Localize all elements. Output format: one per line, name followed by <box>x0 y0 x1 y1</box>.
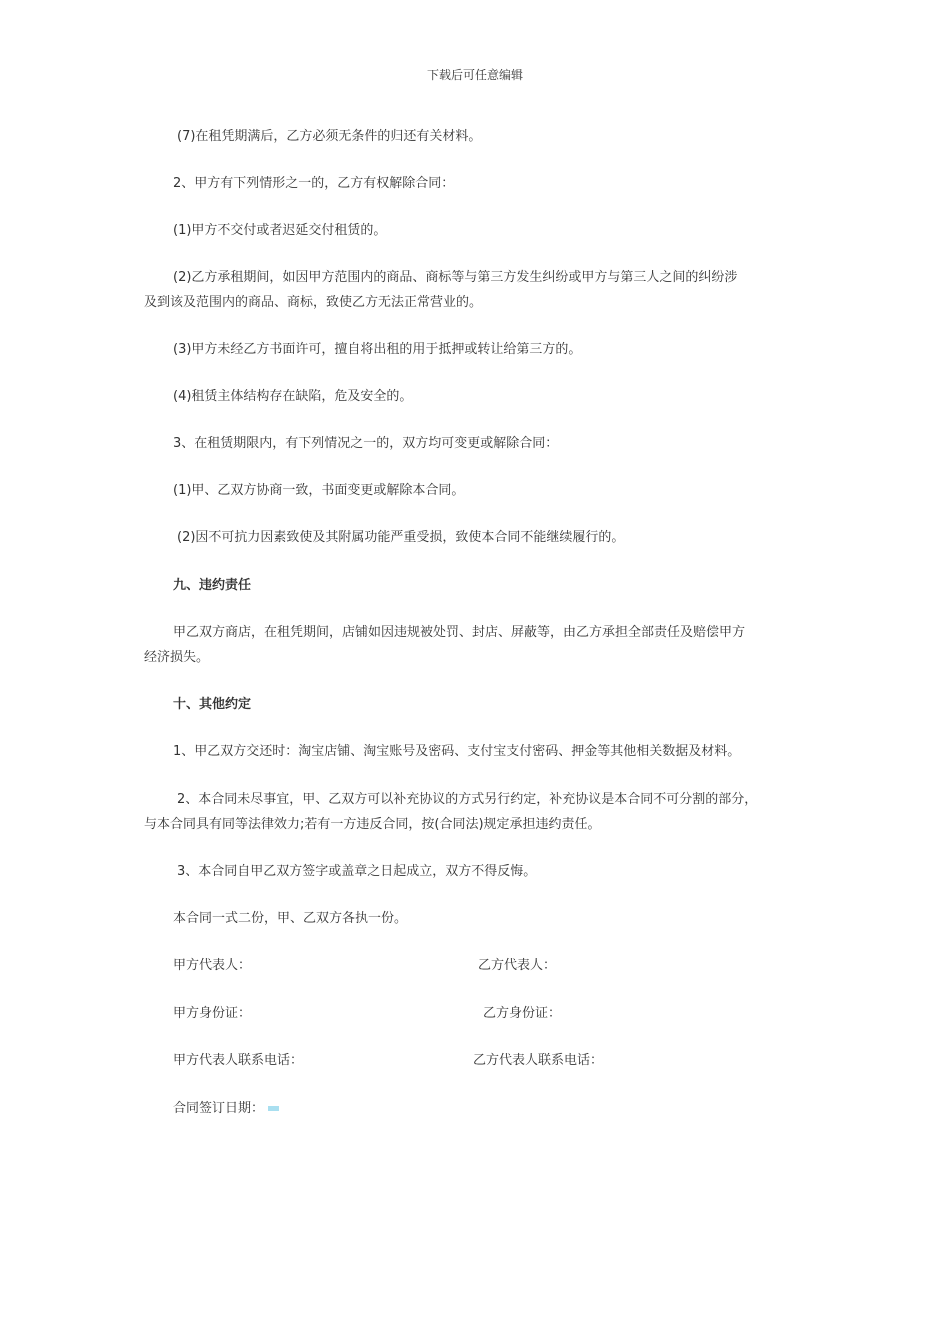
other-clause-2-line1: 2、本合同未尽事宜，甲、乙双方可以补充协议的方式另行约定，补充协议是本合同不可分割的部分， <box>177 792 758 807</box>
copies-clause: 本合同一式二份，甲、乙双方各执一份。 <box>173 911 408 926</box>
other-clause-2-line2: 与本合同具有同等法律效力;若有一方违反合同，按(合同法)规定承担违约责任。 <box>144 817 601 832</box>
other-clause-1: 1、甲乙双方交还时：淘宝店铺、淘宝账号及密码、支付宝支付密码、押金等其他相关数据及材料。 <box>173 744 741 759</box>
party-b-representative-label: 乙方代表人： <box>478 958 557 973</box>
contract-date-label: 合同签订日期： <box>173 1101 265 1116</box>
clause-2-4: (4)租赁主体结构存在缺陷，危及安全的。 <box>173 389 413 404</box>
clause-3-2: (2)因不可抗力因素致使及其附属功能严重受损，致使本合同不能继续履行的。 <box>177 530 625 545</box>
clause-7-return-materials: (7)在租凭期满后，乙方必须无条件的归还有关材料。 <box>177 129 482 144</box>
party-a-representative-label: 甲方代表人： <box>173 958 252 973</box>
clause-2-2-line2: 及到该及范围内的商品、商标，致使乙方无法正常营业的。 <box>144 295 483 310</box>
contract-date-row <box>173 1096 279 1121</box>
section-heading-breach: 九、违约责任 <box>173 578 252 593</box>
clause-2-termination-rights: 2、甲方有下列情形之一的，乙方有权解除合同： <box>173 176 455 191</box>
party-a-phone-label: 甲方代表人联系电话： <box>173 1053 304 1068</box>
clause-3-1: (1)甲、乙双方协商一致，书面变更或解除本合同。 <box>173 483 465 498</box>
section-heading-other: 十、其他约定 <box>173 697 252 712</box>
breach-clause-line1: 甲乙双方商店，在租凭期间，店铺如因违规被处罚、封店、屏蔽等，由乙方承担全部责任及赔偿甲方 <box>173 625 746 640</box>
party-b-phone-label: 乙方代表人联系电话： <box>473 1053 604 1068</box>
other-clause-3: 3、本合同自甲乙双方签字或盖章之日起成立，双方不得反悔。 <box>177 864 537 879</box>
page-header: 下载后可任意编辑 <box>426 68 523 82</box>
clause-2-1: (1)甲方不交付或者迟延交付租赁的。 <box>173 223 387 238</box>
clause-2-2-line1: (2)乙方承租期间，如因甲方范围内的商品、商标等与第三方发生纠纷或甲方与第三人之间的纠纷涉 <box>173 270 738 285</box>
clause-2-3: (3)甲方未经乙方书面许可，擅自将出租的用于抵押或转让给第三方的。 <box>173 342 582 357</box>
breach-clause-line2: 经济损失。 <box>144 650 210 665</box>
party-b-id-label: 乙方身份证： <box>483 1006 562 1021</box>
party-a-id-label: 甲方身份证： <box>173 1006 252 1021</box>
date-field-marker <box>268 1106 279 1111</box>
clause-3-change-or-terminate: 3、在租赁期限内，有下列情况之一的，双方均可变更或解除合同： <box>173 436 559 451</box>
